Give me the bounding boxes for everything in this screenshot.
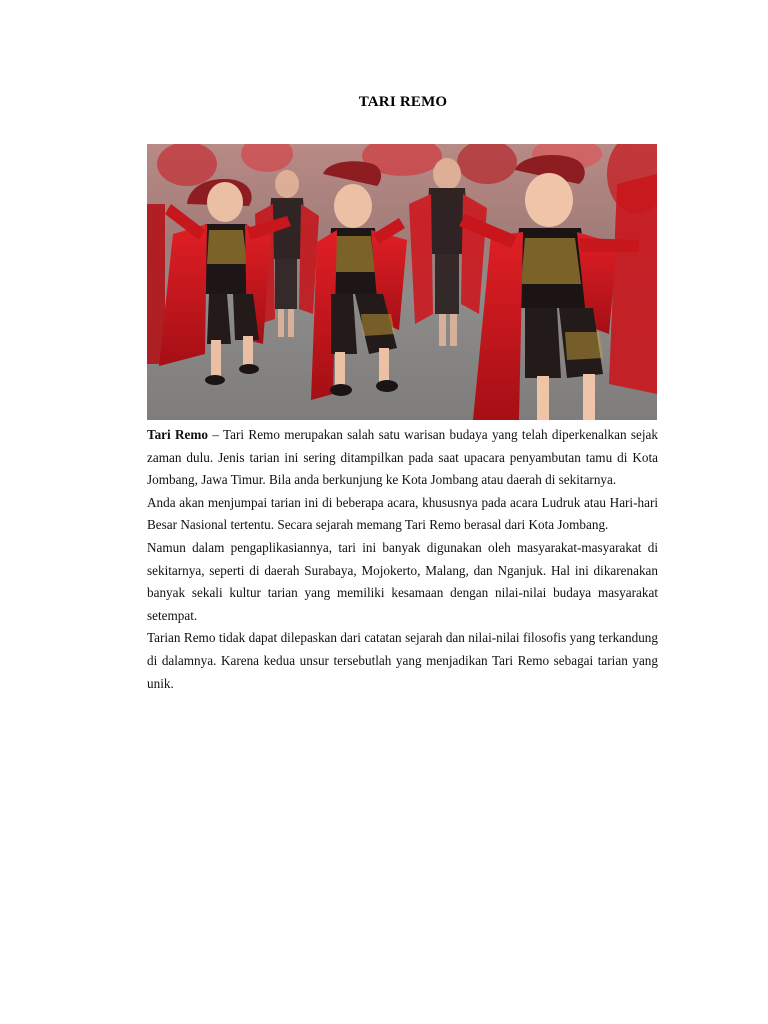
paragraph-3: Namun dalam pengaplikasiannya, tari ini banyak digunakan oleh masyarakat-masyarakat di sekitarnya, seperti di daerah Surabaya, Mojokerto, Malang, dan Nganjuk. Hal ini dikarenakan banyak sekali kultur tarian yang memiliki kesamaan dengan nilai-nilai budaya masyarakat setempat. [147,539,658,623]
dancers-photo [147,144,657,420]
document-title: TARI REMO [358,94,448,110]
paragraph-1 [147,424,658,492]
paragraph-1-text: – Tari Remo merupakan salah satu warisan budaya yang telah diperkenalkan sejak zaman dulu. Jenis tarian ini sering ditampilkan pada saat upacara penyambutan tamu di Kota Jombang, Jawa Timur. Bila anda berkunjung ke Kota Jombang atau daerah di sekitarnya. [147,427,659,488]
article-body [147,424,658,695]
paragraph-4: Tarian Remo tidak dapat dilepaskan dari catatan sejarah dan nilai-nilai filosofis yang terkandung di dalamnya. Karena kedua unsur tersebutlah yang menjadikan Tari Remo sebagai tarian yang unik. [147,630,658,691]
lead-term: Tari Remo [147,427,208,442]
paragraph-2: Anda akan menjumpai tarian ini di beberapa acara, khususnya pada acara Ludruk atau Hari-hari Besar Nasional tertentu. Secara sejarah memang Tari Remo berasal dari Kota Jombang. [147,494,658,533]
